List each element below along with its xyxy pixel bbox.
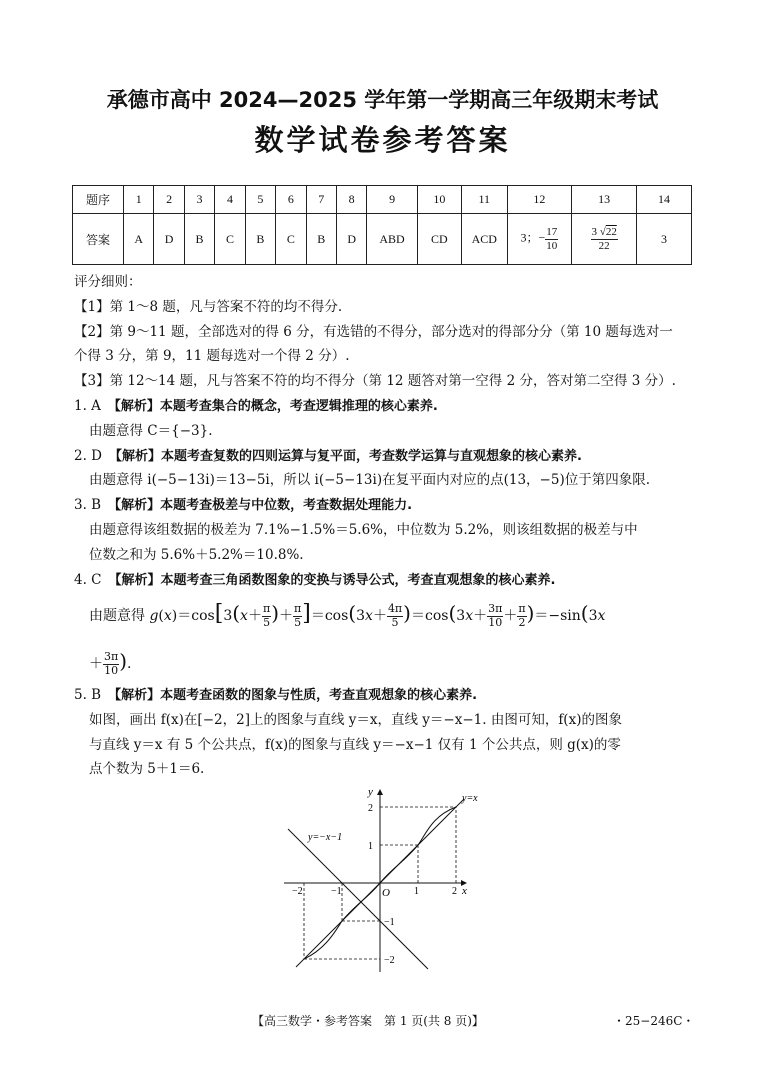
q3-body-a: 由题意得该组数据的极差为 7.1%−1.5%＝5.6%，中位数为 5.2%，则该组数据的极差与中 [89,522,638,538]
answer-table [72,185,692,265]
q5-head: 5. B [74,687,102,703]
q4-tag: 【解析】本题考查三角函数图象的变换与诱导公式，考查直观想象的核心素养. [115,573,556,588]
q-answer: B [184,214,214,265]
q-number: 9 [367,186,417,214]
q-number: 10 [417,186,461,214]
q4-pi-c: π [518,602,526,616]
q-number: 8 [336,186,366,214]
q-answer: A [123,214,153,265]
table-row [73,214,692,265]
q-answer: B [245,214,275,265]
q2-tag: 【解析】本题考查复数的四则运算与复平面，考查数学运算与直观想象的核心素养. [115,449,582,464]
q-number: 6 [276,186,306,214]
label-y-equals-neg-x-minus-1: y=−x−1 [308,832,343,843]
q-number: 7 [306,186,336,214]
q-answer: 3 [637,214,692,265]
row-label-answer: 答案 [73,214,124,265]
q-answer: D [154,214,184,265]
footer-page-info: 【高三数学・参考答案 第 1 页(共 8 页)】 [252,1014,484,1028]
q-number: 1 [123,186,153,214]
tick-label-y-neg2: −2 [384,955,395,966]
q5-body-a: 如图，画出 f(x)在[−2，2]上的图象与直线 y＝x，直线 y＝−x−1. 由图可知，f(x)的图象 [89,712,622,728]
scoring-rule-2b: 个得 3 分，第 9，11 题每选对一个得 2 分）. [74,348,350,364]
q3-body-b: 位数之和为 5.6%＋5.2%＝10.8%. [89,547,304,563]
q12-fraction [545,226,558,251]
q4-formula-line2: ＋ $\frac{3\pi}{10}$ ). [89,649,132,677]
tick-label-y-2: 2 [368,803,373,814]
q1-body: 由题意得 C＝{−3}. [89,423,213,439]
title-school-exam: 承德市高中 2024—2025 学年第一学期高三年级期末考试 [106,88,659,112]
q-number: 14 [637,186,692,214]
q5-body-b: 与直线 y＝x 有 5 个公共点，f(x)的图象与直线 y＝−x−1 仅有 1 个公共点，则 g(x)的零 [89,737,621,753]
q3-line [74,496,412,515]
q4-formula-line1: 由题意得 g(x)＝cos[3(x＋ $\frac{\pi}{5}$ )＋ $\frac{\pi}{5}$ ]＝cos(3x＋ $\frac{4\pi}{5}$ )＝cos(3x＋ $\frac{3\pi}{10}$ ＋ $\frac{\pi}{2}$ )＝−sin(3x [89,601,606,629]
table-row [73,186,692,214]
tick-label-x-neg2: −2 [292,886,303,897]
tick-label-y-1: 1 [368,841,373,852]
q2-body: 由题意得 i(−5−13i)＝13−5i，所以 i(−5−13i)在复平面内对应的点(13，−5)位于第四象限. [89,472,651,488]
q-number: 2 [154,186,184,214]
q-number: 12 [507,186,572,214]
row-label-number: 题序 [73,186,124,214]
origin-label: O [382,887,390,899]
q1-line [74,397,438,416]
scoring-rule-1: 【1】第 1～8 题，凡与答案不符的均不得分. [74,299,343,315]
q-number: 4 [215,186,245,214]
q3-head: 3. B [74,497,102,513]
q4-head: 4. C [74,572,102,588]
q1-tag: 【解析】本题考查集合的概念，考查逻辑推理的核心素养. [114,399,438,414]
q13-num-b: 22 [605,226,617,239]
q-number: 13 [572,186,637,214]
q4-pi-a: π [262,602,271,616]
q-answer: ABD [367,214,417,265]
q4-den-10a: 10 [488,615,503,629]
scoring-heading: 评分细则： [74,274,142,290]
q-answer: ACD [462,214,507,265]
q-answer-12 [507,214,572,265]
q-number: 3 [184,186,214,214]
q4-den-5a: 5 [263,615,271,629]
q2-line [74,447,582,466]
q-answer: D [336,214,366,265]
q5-line [74,686,477,705]
q-answer: CD [417,214,461,265]
tick-label-x-1: 1 [414,886,419,897]
q4-den-10b: 10 [104,663,119,677]
q4-den-5c: 5 [391,615,399,629]
q4-lead: 由题意得 [89,608,145,624]
footer-code: ・25−246C・ [613,1014,695,1028]
q13-fraction: $\frac{3 √22}{22}$ [591,226,617,252]
q4-den-5b: 5 [294,615,302,629]
title-answer-key: 数学试卷参考答案 [254,123,511,157]
axis-label-x: x [462,885,467,897]
q12-num: 17 [546,226,558,239]
function-graph-figure [270,775,500,975]
q-answer: C [215,214,245,265]
tick-label-x-2: 2 [452,886,457,897]
q4-pi-b: π [294,602,302,616]
label-y-equals-x: y=x [462,793,478,804]
q-answer: B [306,214,336,265]
q-answer-13 [572,214,637,265]
q13-num-a: 3 [591,226,598,239]
line-y-equals-neg-x-minus-1 [288,829,428,969]
q4-3pi-a: 3π [488,602,503,616]
q-number: 11 [462,186,507,214]
q4-3pi-b: 3π [104,650,119,664]
axis-label-y: y [368,786,373,798]
q3-tag: 【解析】本题考查极差与中位数，考查数据处理能力. [114,498,413,513]
tick-label-x-neg1: −1 [331,886,342,897]
q2-head: 2. D [74,448,102,464]
q4-line [74,571,555,590]
q5-tag: 【解析】本题考查函数的图象与性质，考查直观想象的核心素养. [114,688,478,703]
q1-head: 1. A [74,398,101,414]
scoring-rule-3: 【3】第 12～14 题，凡与答案不符的均不得分（第 12 题答对第一空得 2 分，答对第二空得 3 分）. [74,373,676,389]
q-number: 5 [245,186,275,214]
q4-den-2: 2 [518,615,526,629]
q12-den: 10 [546,239,558,252]
q12-prefix: 3；− [520,230,546,245]
tick-label-y-neg1: −1 [384,917,395,928]
q13-den: 22 [598,239,610,252]
q4-4pi: 4π [387,602,403,616]
q5-body-c: 点个数为 5＋1＝6. [89,761,205,777]
q-answer: C [276,214,306,265]
scoring-rule-2a: 【2】第 9～11 题，全部选对的得 6 分，有选错的不得分，部分选对的得部分分（第 10 题每选对一 [74,324,673,340]
